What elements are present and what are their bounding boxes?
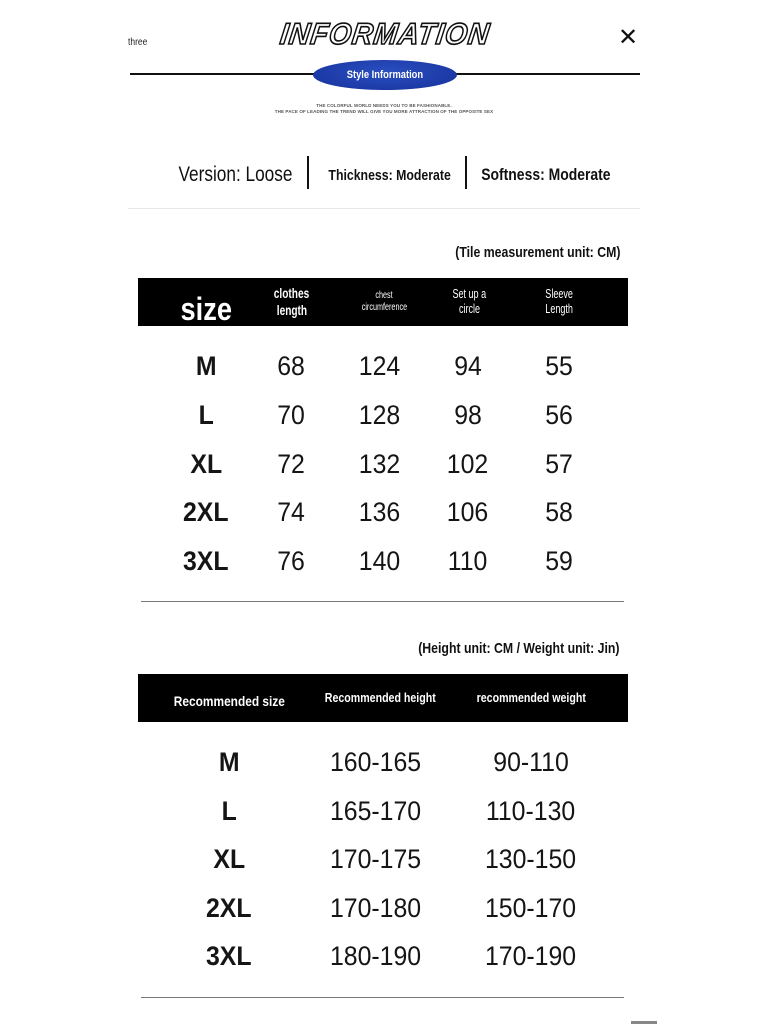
size-cell: M	[195, 350, 217, 381]
badge-label: Style Information	[346, 69, 424, 81]
sleeve-cell: 55	[545, 350, 573, 381]
recommend-unit-note: (Height unit: CM / Weight unit: Jin)	[418, 640, 620, 657]
table-row	[138, 490, 628, 534]
header-size: size	[180, 290, 232, 327]
weight-cell: 110-130	[486, 795, 576, 826]
corner-label: three	[128, 37, 148, 48]
table-row	[138, 934, 628, 978]
header-recommended-height: Recommended height	[324, 690, 436, 705]
size-cell: XL	[190, 448, 222, 479]
weight-cell: 90-110	[493, 746, 569, 777]
circle-cell: 94	[454, 350, 482, 381]
measurement-table-header	[138, 278, 628, 326]
slogan-line-2: THE PACE OF LEADING THE TREND WILL GIVE YOU MORE ATTRACTION OF THE OPPOSITE SEX	[274, 109, 494, 114]
chest-cell: 124	[359, 350, 401, 381]
table-row	[138, 740, 628, 784]
measurement-unit-note: (Tile measurement unit: CM)	[454, 244, 620, 261]
height-cell: 165-170	[330, 795, 422, 826]
table-row	[138, 837, 628, 881]
slogan	[230, 103, 538, 115]
length-cell: 68	[277, 350, 305, 381]
size-cell: 2XL	[206, 892, 252, 923]
weight-cell: 150-170	[485, 892, 577, 923]
size-cell: L	[198, 399, 214, 430]
attributes-divider	[128, 208, 640, 209]
length-cell: 74	[277, 496, 305, 527]
slogan-line-1: THE COLORFUL WORLD NEEDS YOU TO BE FASHIONABLE.	[316, 103, 452, 108]
header-chest: chest circumference	[361, 290, 407, 313]
length-cell: 76	[277, 545, 305, 576]
attr-separator	[307, 156, 309, 189]
size-cell: 3XL	[183, 545, 229, 576]
header-setup-circle: Set up a circle	[452, 287, 486, 316]
circle-cell: 102	[447, 448, 489, 479]
header-sleeve-length: Sleeve Length	[545, 287, 573, 316]
header-recommended-weight: recommended weight	[476, 690, 586, 705]
chest-cell: 128	[359, 399, 401, 430]
style-information-badge	[313, 60, 457, 90]
length-cell: 70	[277, 399, 305, 430]
attributes-bar	[130, 150, 640, 200]
sleeve-cell: 57	[545, 448, 573, 479]
height-cell: 180-190	[330, 940, 422, 971]
header-recommended-size: Recommended size	[173, 692, 285, 709]
chest-cell: 132	[359, 448, 401, 479]
chest-cell: 140	[359, 545, 401, 576]
sleeve-cell: 56	[545, 399, 573, 430]
table-row	[138, 789, 628, 833]
length-cell: 72	[277, 448, 305, 479]
table-row	[138, 442, 628, 486]
close-icon[interactable]: ✕	[617, 24, 639, 51]
attr-softness: Softness: Moderate	[481, 165, 611, 184]
size-cell: XL	[213, 843, 245, 874]
height-cell: 170-175	[330, 843, 422, 874]
circle-cell: 98	[454, 399, 482, 430]
header-clothes-length: clothes length	[274, 285, 310, 318]
height-cell: 170-180	[330, 892, 422, 923]
circle-cell: 106	[447, 496, 489, 527]
sleeve-cell: 59	[545, 545, 573, 576]
size-cell: L	[221, 795, 237, 826]
table-divider	[141, 601, 624, 602]
chest-cell: 136	[359, 496, 401, 527]
weight-cell: 130-150	[485, 843, 577, 874]
attr-separator	[465, 156, 467, 189]
sleeve-cell: 58	[545, 496, 573, 527]
page-title: INFORMATION	[278, 18, 492, 51]
size-cell: 3XL	[206, 940, 252, 971]
weight-cell: 170-190	[485, 940, 577, 971]
table-row	[138, 344, 628, 388]
table-row	[138, 393, 628, 437]
size-cell: 2XL	[183, 496, 229, 527]
table-row	[138, 539, 628, 583]
height-cell: 160-165	[330, 746, 422, 777]
attr-thickness: Thickness: Moderate	[328, 166, 452, 184]
attr-version: Version: Loose	[178, 163, 292, 186]
table-row	[138, 886, 628, 930]
size-cell: M	[218, 746, 240, 777]
circle-cell: 110	[448, 545, 488, 576]
recommend-table-header	[138, 674, 628, 722]
table-divider	[141, 997, 624, 998]
